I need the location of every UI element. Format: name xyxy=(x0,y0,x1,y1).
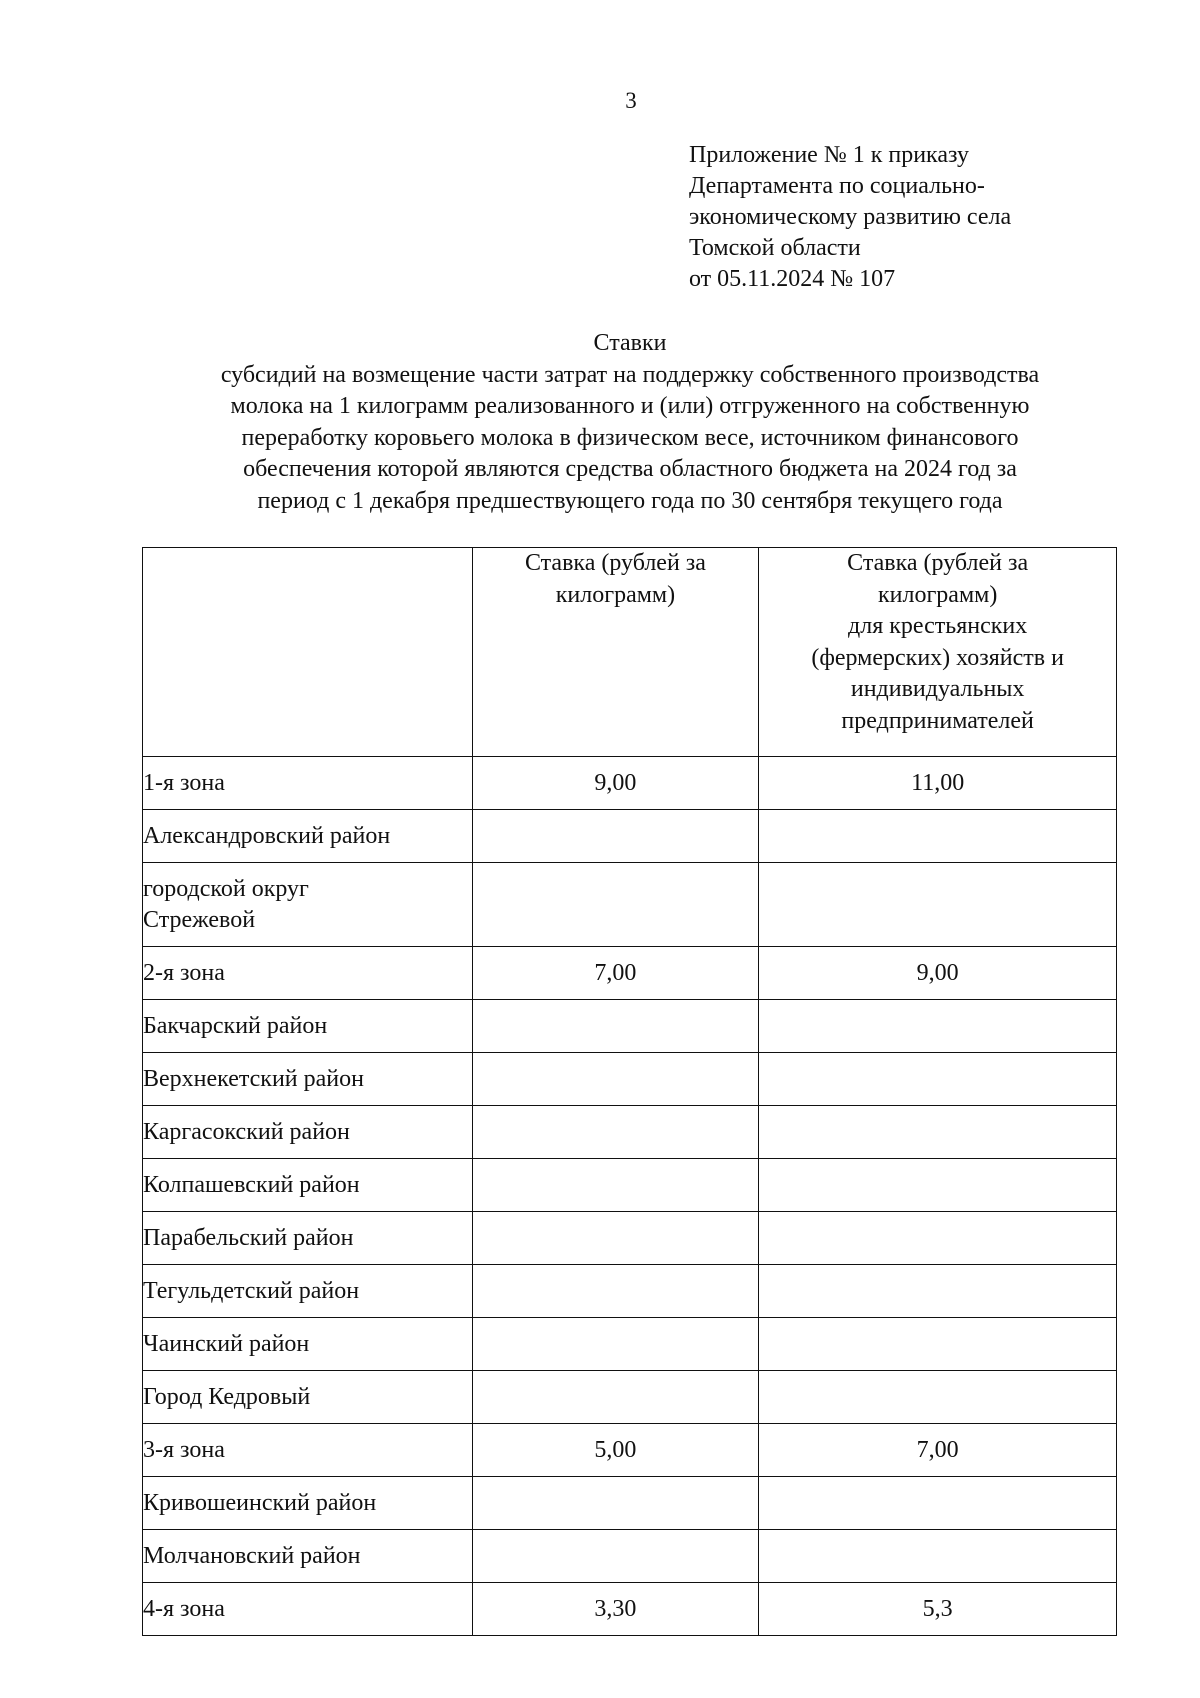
table-row xyxy=(143,1530,1117,1583)
table-row xyxy=(143,863,1117,947)
rate-value xyxy=(472,1159,759,1212)
header-text-line: килограмм) xyxy=(555,581,676,608)
title-heading: Ставки xyxy=(593,330,667,356)
title-line: обеспечения которой являются средства областного бюджета на 2024 год за xyxy=(243,456,1017,482)
rate-value xyxy=(472,810,759,863)
rate-farm-value xyxy=(759,1106,1117,1159)
rate-farm-value xyxy=(759,810,1117,863)
title-line: период с 1 декабря предшествующего года по 30 сентября текущего года xyxy=(257,487,1003,514)
table-row-zone xyxy=(143,757,1117,810)
rate-value: 9,00 xyxy=(472,757,759,810)
district-name: Молчановский район xyxy=(143,1530,473,1583)
table-header-row xyxy=(143,548,1117,757)
rate-value xyxy=(472,1212,759,1265)
title-line: субсидий на возмещение части затрат на поддержку собственного производства xyxy=(220,361,1040,388)
table-row xyxy=(143,1053,1117,1106)
appendix-reference xyxy=(689,140,1011,295)
rate-value xyxy=(472,1000,759,1053)
table-row-zone xyxy=(143,1583,1117,1636)
appendix-line: Томской области xyxy=(689,235,861,261)
rate-farm-value xyxy=(759,1265,1117,1318)
table-row xyxy=(143,1477,1117,1530)
table-row xyxy=(143,1000,1117,1053)
rate-farm-value xyxy=(759,1371,1117,1424)
district-name: Парабельский район xyxy=(143,1212,473,1265)
rate-value: 3,30 xyxy=(472,1583,759,1636)
table-row xyxy=(143,1265,1117,1318)
rate-farm-value xyxy=(759,1530,1117,1583)
table-row xyxy=(143,810,1117,863)
rate-farm-value xyxy=(759,1053,1117,1106)
appendix-line: экономическому развитию села xyxy=(689,204,1012,230)
rate-value: 5,00 xyxy=(472,1424,759,1477)
rate-value xyxy=(472,1053,759,1106)
rate-farm-value xyxy=(759,1212,1117,1265)
header-text-line: для крестьянских xyxy=(848,613,1028,639)
district-name-line: Стрежевой xyxy=(143,906,256,933)
appendix-line: Департамента по социально- xyxy=(689,173,985,199)
zone-name: 1-я зона xyxy=(143,757,473,810)
title-line: переработку коровьего молока в физическом весе, источником финансового xyxy=(241,424,1019,451)
zone-name: 3-я зона xyxy=(143,1424,473,1477)
district-name: Чаинский район xyxy=(143,1318,473,1371)
rate-value xyxy=(472,1477,759,1530)
district-name: Верхнекетский район xyxy=(143,1053,473,1106)
rate-farm-value: 5,3 xyxy=(759,1583,1117,1636)
zone-name: 2-я зона xyxy=(143,947,473,1000)
table-row xyxy=(143,1106,1117,1159)
page-number: 3 xyxy=(625,88,637,113)
header-text-line: индивидуальных xyxy=(850,676,1025,702)
rate-farm-value xyxy=(759,863,1117,947)
district-name-line: городской округ xyxy=(143,875,309,902)
document-title xyxy=(130,328,1130,517)
rate-value xyxy=(472,1106,759,1159)
rate-farm-value xyxy=(759,1477,1117,1530)
header-text-line: Ставка (рублей за xyxy=(847,550,1029,576)
rate-value xyxy=(472,1530,759,1583)
zone-name: 4-я зона xyxy=(143,1583,473,1636)
table-row-zone xyxy=(143,1424,1117,1477)
rate-farm-value: 11,00 xyxy=(759,757,1117,810)
rate-farm-value xyxy=(759,1000,1117,1053)
header-cell-rate-farm xyxy=(759,548,1117,757)
district-name: Город Кедровый xyxy=(143,1371,473,1424)
table-row xyxy=(143,1159,1117,1212)
table-row-zone xyxy=(143,947,1117,1000)
header-text-line: предпринимателей xyxy=(841,707,1034,734)
rate-value xyxy=(472,863,759,947)
table-row xyxy=(143,1212,1117,1265)
header-cell-rate xyxy=(472,548,759,757)
rate-farm-value xyxy=(759,1318,1117,1371)
header-text-line: килограмм) xyxy=(877,581,998,608)
district-name: Бакчарский район xyxy=(143,1000,473,1053)
rate-farm-value: 9,00 xyxy=(759,947,1117,1000)
district-name: Каргасокский район xyxy=(143,1106,473,1159)
appendix-line: от 05.11.2024 № 107 xyxy=(689,266,896,292)
appendix-line: Приложение № 1 к приказу xyxy=(689,142,969,168)
district-name xyxy=(143,863,473,947)
rate-farm-value xyxy=(759,1159,1117,1212)
header-text-line: Ставка (рублей за xyxy=(524,550,706,576)
rate-value xyxy=(472,1265,759,1318)
rate-value xyxy=(472,1371,759,1424)
table-row xyxy=(143,1318,1117,1371)
header-cell-zone xyxy=(143,548,473,757)
rate-value: 7,00 xyxy=(472,947,759,1000)
table-row xyxy=(143,1371,1117,1424)
rates-table xyxy=(142,547,1117,1636)
district-name: Александровский район xyxy=(143,810,473,863)
district-name: Тегульдетский район xyxy=(143,1265,473,1318)
rate-value xyxy=(472,1318,759,1371)
title-line: молока на 1 килограмм реализованного и (или) отгруженного на собственную xyxy=(230,393,1030,419)
header-text-line: (фермерских) хозяйств и xyxy=(811,644,1064,671)
district-name: Колпашевский район xyxy=(143,1159,473,1212)
rate-farm-value: 7,00 xyxy=(759,1424,1117,1477)
district-name: Кривошеинский район xyxy=(143,1477,473,1530)
